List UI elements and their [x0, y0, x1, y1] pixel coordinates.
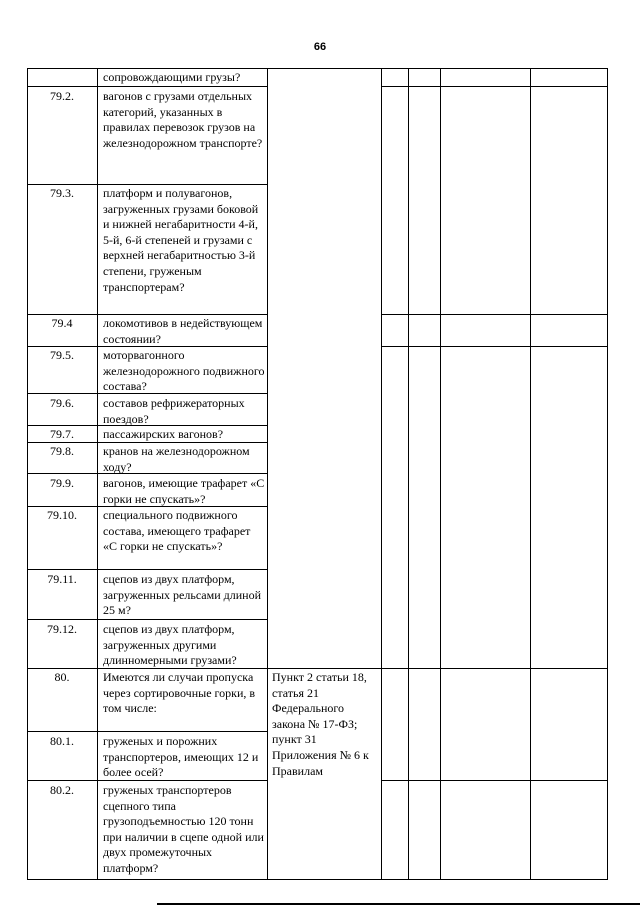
row-question: сцепов из двух платформ, загруженных другими длинномерными грузами? [103, 622, 237, 668]
row-number: 80.2. [50, 783, 74, 797]
row-number: 79.10. [47, 508, 77, 522]
row-line [27, 68, 607, 69]
row-line [27, 86, 267, 87]
row-question: Имеются ли случаи пропуска через сортировочные горки, в том числе: [103, 670, 256, 716]
row-question: сопровождающими грузы? [103, 70, 241, 84]
row-question: специального подвижного состава, имеющего трафарет «С горки не спускать»? [103, 508, 251, 554]
row-line [27, 184, 267, 185]
row-number: 79.11. [47, 572, 77, 586]
row-number: 79.12. [47, 622, 77, 636]
row-question: платформ и полувагонов, загруженных грузами боковой и нижней негабаритности 4-й, 5-й, 6-й степеней и грузами с верхней негабаритностью 3-й степени, груженым транспортерам? [103, 186, 259, 294]
row-line [27, 314, 267, 315]
row-number: 79.9. [50, 476, 74, 490]
col-divider-1 [97, 68, 98, 880]
row-line [381, 346, 607, 347]
row-line [27, 619, 267, 620]
col-divider-6 [530, 68, 531, 880]
row-question: сцепов из двух платформ, загруженных рельсами длиной 25 м? [103, 572, 261, 618]
page-number: 66 [313, 41, 327, 53]
col-divider-3 [381, 68, 382, 880]
row-question: составов рефрижераторных поездов? [103, 396, 245, 426]
row-number: 79.5. [50, 348, 74, 362]
row-line [381, 780, 607, 781]
row-question: вагонов с грузами отдельных категорий, указанных в правилах перевозок грузов на железнодорожном транспорте? [103, 89, 263, 150]
row-number: 80.1. [50, 734, 74, 748]
row-number: 79.6. [50, 396, 74, 410]
row-question: вагонов, имеющие трафарет «С горки не спускать»? [103, 476, 265, 506]
row-question: кранов на железнодорожном ходу? [103, 444, 250, 474]
col-divider-2 [267, 68, 268, 880]
col-divider-4 [408, 68, 409, 880]
row-question: груженых транспортеров сцепного типа грузоподъемностью 120 тонн при наличии в сцепе одной или двух промежуточных платформ? [103, 783, 264, 875]
row-number: 79.8. [50, 444, 74, 458]
legal-reference: Пункт 2 статьи 18, статья 21 Федерального закона № 17-ФЗ; пункт 31 Приложения № 6 к Правилам [272, 670, 369, 778]
row-number: 79.4 [51, 316, 73, 330]
row-line [381, 86, 607, 87]
row-question: локомотивов в недействующем состоянии? [103, 316, 263, 346]
row-number: 79.3. [50, 186, 74, 200]
row-number: 79.7. [50, 427, 74, 441]
row-question: груженых и порожних транспортеров, имеющих 12 и более осей? [103, 734, 259, 780]
row-line [381, 314, 607, 315]
row-question: пассажирских вагонов? [103, 427, 224, 441]
table-border-right [607, 68, 608, 880]
row-line [27, 569, 267, 570]
table-border-bottom [27, 879, 607, 880]
row-number: 80. [54, 670, 70, 684]
row-number: 79.2. [50, 89, 74, 103]
row-question: моторвагонного железнодорожного подвижного состава? [103, 348, 265, 394]
col-divider-5 [440, 68, 441, 880]
row-line [27, 731, 267, 732]
